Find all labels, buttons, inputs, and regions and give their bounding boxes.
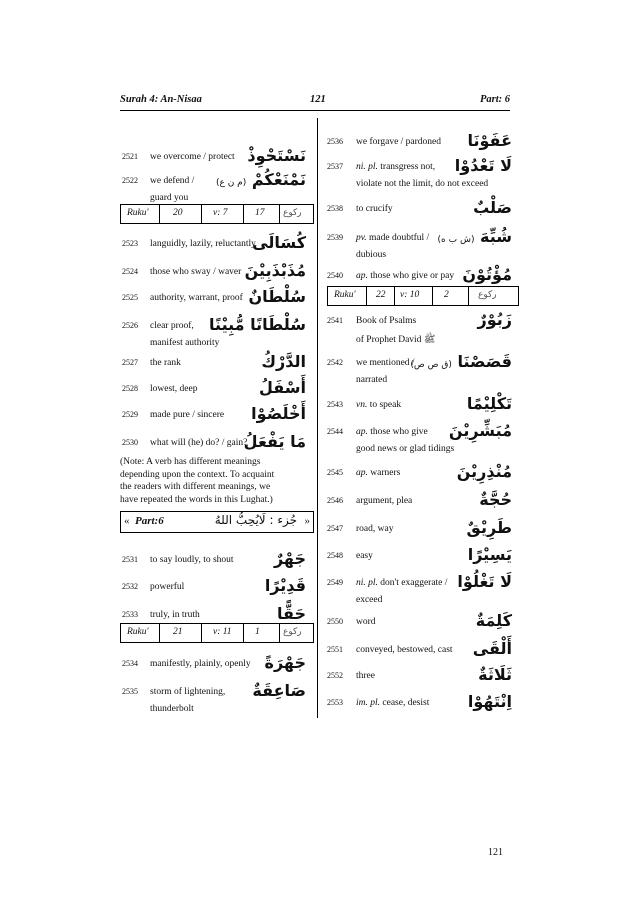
entry-row	[327, 665, 512, 685]
arabic-text: لَا تَغْلُوْا	[457, 572, 512, 591]
entry-number: 2541	[327, 316, 343, 325]
arabic-text: يَسِيْرًا	[467, 545, 512, 564]
entry-number: 2529	[122, 410, 138, 419]
meaning-text: those who sway / waver	[150, 267, 242, 277]
note-text: (Note: A verb has different meanings depending upon the context. To acquaint the readers with different meanings, we have repeated the words in this Lughat.)	[120, 457, 275, 505]
arabic-root: (ق ص ص)	[410, 360, 452, 370]
entry-meaning-continued: of Prophet David ﷺ	[356, 335, 436, 345]
entry-meaning	[356, 617, 376, 627]
entry-number: 2521	[122, 152, 138, 161]
entry-row	[122, 233, 306, 253]
entry-meaning	[150, 384, 198, 394]
arabic-text: قَصَصْنَا	[457, 352, 512, 371]
arabic-word	[467, 518, 512, 537]
grammar-tag: ni. pl.	[356, 162, 378, 172]
meaning-text: don't exaggerate /	[380, 578, 448, 588]
entry-row	[327, 352, 512, 372]
arabic-text: شُبِّهَ	[480, 227, 512, 246]
entry-meaning	[356, 271, 454, 281]
meaning-text: the rank	[150, 358, 181, 368]
entry-row	[122, 576, 306, 596]
entry-number: 2525	[122, 293, 138, 302]
grammar-tag: pv.	[356, 233, 367, 243]
arabic-text: مُؤْتُوْنَ	[462, 265, 512, 284]
entry-meaning	[150, 410, 224, 420]
entry-meaning	[356, 645, 453, 655]
meaning-text: powerful	[150, 582, 185, 592]
entry-number: 2549	[327, 578, 343, 587]
entry-meaning	[150, 610, 200, 620]
arabic-word	[274, 549, 306, 568]
entry-number: 2547	[327, 524, 343, 533]
entry-meaning	[150, 659, 251, 669]
entry-row	[327, 545, 512, 565]
arabic-word	[247, 146, 306, 165]
entry-row	[327, 518, 512, 538]
meaning-text: those who give or pay	[370, 271, 455, 281]
ruku-arabic: رکوع	[478, 290, 497, 300]
entry-row	[122, 604, 306, 624]
arabic-word	[277, 604, 306, 623]
ruku-label: Ruku'	[127, 627, 149, 637]
entry-row	[122, 404, 306, 424]
entry-meaning	[356, 671, 375, 681]
meaning-text: warners	[370, 468, 401, 478]
entry-meaning	[356, 162, 435, 172]
ruku-count: 2	[444, 290, 449, 300]
entry-number: 2552	[327, 671, 343, 680]
meaning-text: argument, plea	[356, 496, 413, 506]
meaning-text: we defend /	[150, 176, 195, 186]
arabic-text: لَا تَعْدُوْا	[454, 156, 512, 175]
entry-meaning	[356, 551, 373, 561]
arabic-word	[449, 421, 512, 440]
entry-meaning	[356, 400, 401, 410]
entry-number: 2539	[327, 233, 343, 242]
arabic-word	[478, 665, 512, 684]
entry-number: 2526	[122, 321, 138, 330]
meaning-text: lowest, deep	[150, 384, 198, 394]
arabic-word	[244, 432, 306, 451]
meaning-text: word	[356, 617, 376, 627]
entry-number: 2551	[327, 645, 343, 654]
meaning-text: clear proof,	[150, 321, 194, 331]
entry-number: 2523	[122, 239, 138, 248]
entry-row	[122, 432, 306, 452]
entry-number: 2548	[327, 551, 343, 560]
arabic-text: مَا يَفْعَلُ	[243, 432, 306, 451]
arabic-word	[473, 198, 512, 217]
entry-meaning	[356, 233, 429, 243]
arabic-word	[457, 572, 512, 591]
arabic-word	[457, 462, 512, 481]
arabic-word	[252, 681, 306, 700]
meaning-text: cease, desist	[382, 698, 430, 708]
entry-meaning	[150, 267, 241, 277]
entry-number: 2534	[122, 659, 138, 668]
arabic-word	[261, 352, 306, 371]
entry-row	[122, 653, 306, 673]
entry-number: 2527	[122, 358, 138, 367]
entry-meaning	[150, 438, 247, 448]
entry-meaning	[150, 582, 184, 592]
entry-meaning	[356, 578, 447, 588]
grammar-tag: ap.	[356, 427, 368, 437]
arabic-word	[259, 378, 306, 397]
footer-page-number: 121	[488, 847, 503, 858]
entry-row	[122, 681, 306, 701]
entry-meaning	[150, 152, 235, 162]
meaning-text: truly, in truth	[150, 610, 200, 620]
entry-row	[327, 265, 512, 285]
arabic-word	[245, 261, 306, 280]
part-arabic: جُزء : لَايُحِبُّ اللهُ	[214, 513, 297, 527]
arabic-text: صَاعِقَةٌ	[252, 681, 306, 700]
arabic-word	[462, 265, 512, 284]
entry-meaning	[356, 137, 441, 147]
entry-row	[327, 394, 512, 414]
entry-row	[327, 156, 512, 176]
arabic-word	[479, 490, 512, 509]
entry-meaning-continued: exceed	[356, 595, 383, 605]
part-label: Part: 6	[479, 94, 510, 105]
entry-meaning	[150, 358, 181, 368]
meaning-text: to crucify	[356, 204, 393, 214]
arabic-root: (ش ب ه)	[437, 235, 475, 245]
ruku-arabic: رکوع	[283, 208, 302, 218]
arabic-text: زَبُوْرٌ	[477, 310, 512, 329]
arabic-text: ثَلَاثَةٌ	[478, 665, 512, 684]
arabic-word	[251, 404, 306, 423]
entry-number: 2538	[327, 204, 343, 213]
entry-row	[122, 287, 306, 307]
arabic-word	[265, 576, 306, 595]
left-ornament: «	[124, 515, 130, 527]
meaning-text: to say loudly, to shout	[150, 555, 234, 565]
grammar-tag: ni. pl.	[356, 578, 378, 588]
entry-row	[327, 421, 512, 441]
entry-meaning	[150, 555, 234, 565]
arabic-text: الدَّرْكُ	[261, 352, 306, 371]
entry-meaning-continued: good news or glad tidings	[356, 444, 455, 454]
meaning-text: we forgave / pardoned	[356, 137, 442, 147]
surah-title: Surah 4: An-Nisaa	[120, 94, 202, 105]
entry-meaning-continued: guard you	[150, 193, 189, 203]
arabic-word	[410, 352, 512, 371]
ruku-count: 17	[255, 208, 265, 218]
arabic-text: طَرِيْقٌ	[466, 518, 512, 537]
grammar-tag: ap.	[356, 468, 368, 478]
entry-number: 2542	[327, 358, 343, 367]
meaning-text: Book of Psalms	[356, 316, 417, 326]
arabic-text: أَسْفَلُ	[258, 378, 306, 397]
page-header	[120, 94, 510, 111]
entry-number: 2553	[327, 698, 343, 707]
entry-number: 2544	[327, 427, 343, 436]
arabic-text: مُنْذِرِيْنَ	[456, 462, 512, 481]
arabic-text: قَدِيْرًا	[264, 576, 306, 595]
arabic-text: حُجَّةٌ	[479, 490, 512, 509]
entry-number: 2536	[327, 137, 343, 146]
ruku-verses: v: 11	[213, 627, 232, 637]
arabic-text: جَهْرٌ	[273, 549, 306, 568]
entry-meaning-continued: narrated	[356, 375, 388, 385]
entry-row	[122, 315, 306, 335]
ruku-number: 20	[173, 208, 183, 218]
arabic-text: مُبَشِّرِيْنَ	[448, 421, 512, 440]
entry-number: 2535	[122, 687, 138, 696]
entry-meaning-continued: violate not the limit, do not exceed	[356, 179, 489, 189]
entry-meaning	[150, 293, 243, 303]
arabic-text: مُذَبْذَبِيْنَ	[244, 261, 306, 280]
entry-row	[122, 549, 306, 569]
entry-meaning	[150, 239, 256, 249]
entry-row	[327, 227, 512, 247]
arabic-text: سُلْطَانًا مُّبِيْنًا	[209, 315, 306, 334]
arabic-text: نَمْنَعْكُمْ	[251, 170, 306, 189]
arabic-word	[467, 394, 512, 413]
entry-meaning-continued: thunderbolt	[150, 704, 194, 714]
entry-number: 2524	[122, 267, 138, 276]
right-ornament: »	[304, 515, 310, 527]
meaning-text: road, way	[356, 524, 394, 534]
ruku-arabic: رکوع	[283, 627, 302, 637]
meaning-text: we overcome / protect	[150, 152, 235, 162]
part-label: Part:6	[135, 515, 164, 527]
ruku-number: 21	[173, 627, 183, 637]
entry-number: 2545	[327, 468, 343, 477]
entry-number: 2543	[327, 400, 343, 409]
arabic-text: اِنْتَهُوْا	[467, 692, 512, 711]
grammar-tag: vn.	[356, 400, 368, 410]
entry-number: 2530	[122, 438, 138, 447]
column-divider	[317, 118, 318, 718]
meaning-text: transgress not,	[380, 162, 436, 172]
entry-number: 2546	[327, 496, 343, 505]
ruku-label: Ruku'	[334, 290, 356, 300]
ruku-box-21	[120, 623, 314, 643]
arabic-text: كُسَالَى	[252, 233, 306, 252]
ruku-number: 22	[376, 290, 386, 300]
entry-row	[327, 310, 512, 330]
entry-number: 2533	[122, 610, 138, 619]
arabic-word	[455, 156, 512, 175]
entry-row	[327, 692, 512, 712]
entry-meaning	[356, 204, 393, 214]
entry-meaning	[356, 358, 415, 368]
entry-row	[327, 462, 512, 482]
arabic-text: صَلْبٌ	[473, 198, 512, 217]
header-page-number: 121	[310, 94, 326, 105]
entry-number: 2537	[327, 162, 343, 171]
meaning-text: made doubtful /	[369, 233, 430, 243]
arabic-text: كَلِمَةٌ	[475, 611, 512, 630]
entry-number: 2531	[122, 555, 138, 564]
entry-meaning-continued: dubious	[356, 250, 387, 260]
arabic-text: أَلْقَى	[472, 639, 512, 658]
entry-row	[122, 378, 306, 398]
ruku-box-20	[120, 204, 314, 224]
meaning-text: storm of lightening,	[150, 687, 226, 697]
entry-number: 2550	[327, 617, 343, 626]
grammar-tag: ap.	[356, 271, 368, 281]
meaning-text: languidly, lazily, reluctantly	[150, 239, 256, 249]
ruku-verses: v: 7	[213, 208, 228, 218]
entry-row	[327, 131, 512, 151]
entry-meaning	[356, 427, 428, 437]
entry-row	[122, 352, 306, 372]
arabic-word	[468, 545, 512, 564]
entry-meaning	[150, 176, 194, 186]
meaning-text: conveyed, bestowed, cast	[356, 645, 453, 655]
meaning-text: made pure / sincere	[150, 410, 225, 420]
arabic-text: جَهْرَةً	[264, 653, 306, 672]
entry-row	[327, 572, 512, 592]
entry-number: 2532	[122, 582, 138, 591]
arabic-text: تَكْلِيْمًا	[466, 394, 512, 413]
arabic-root: (م ن ع)	[215, 178, 247, 188]
entry-meaning	[150, 321, 194, 331]
meaning-text: what will (he) do? / gain?	[150, 438, 248, 448]
meaning-text: we mentioned /	[356, 358, 415, 368]
part-box	[120, 511, 314, 533]
arabic-text: عَفَوْنَا	[467, 131, 512, 150]
arabic-text: حَقًّا	[276, 604, 306, 623]
ruku-verses: v: 10	[400, 290, 420, 300]
arabic-word	[209, 315, 306, 334]
entry-row	[122, 146, 306, 166]
arabic-word	[473, 639, 512, 658]
grammar-tag: im. pl.	[356, 698, 381, 708]
meaning-text: to speak	[369, 400, 402, 410]
arabic-word	[468, 131, 513, 150]
entry-meaning	[356, 698, 429, 708]
meaning-text: those who give	[370, 427, 428, 437]
arabic-word	[248, 287, 306, 306]
ruku-box-22	[327, 286, 519, 306]
entry-number: 2540	[327, 271, 343, 280]
entry-row	[327, 639, 512, 659]
meaning-text: three	[356, 671, 375, 681]
arabic-word	[438, 227, 512, 246]
ruku-count: 1	[255, 627, 260, 637]
meaning-text: easy	[356, 551, 373, 561]
entry-meaning	[356, 316, 416, 326]
entry-number: 2528	[122, 384, 138, 393]
entry-number: 2522	[122, 176, 138, 185]
arabic-word	[476, 611, 512, 630]
arabic-word	[265, 653, 307, 672]
entry-row	[122, 261, 306, 281]
arabic-text: أَخْلَصُوْا	[251, 404, 306, 423]
arabic-word	[478, 310, 512, 329]
entry-row	[327, 611, 512, 631]
entry-row	[327, 490, 512, 510]
arabic-word	[252, 233, 306, 252]
entry-meaning	[356, 524, 393, 534]
entry-meaning	[150, 687, 225, 697]
meaning-text: authority, warrant, proof	[150, 293, 243, 303]
entry-meaning-continued: manifest authority	[150, 338, 220, 348]
arabic-text: سُلْطَانٌ	[248, 287, 306, 306]
ruku-label: Ruku'	[127, 208, 149, 218]
arabic-text: نَسْتَحْوِذْ	[247, 146, 306, 165]
arabic-word	[216, 170, 306, 189]
arabic-word	[468, 692, 512, 711]
entry-meaning	[356, 468, 400, 478]
entry-meaning	[356, 496, 412, 506]
meaning-text: manifestly, plainly, openly	[150, 659, 251, 669]
entry-row	[122, 170, 306, 190]
entry-row	[327, 198, 512, 218]
